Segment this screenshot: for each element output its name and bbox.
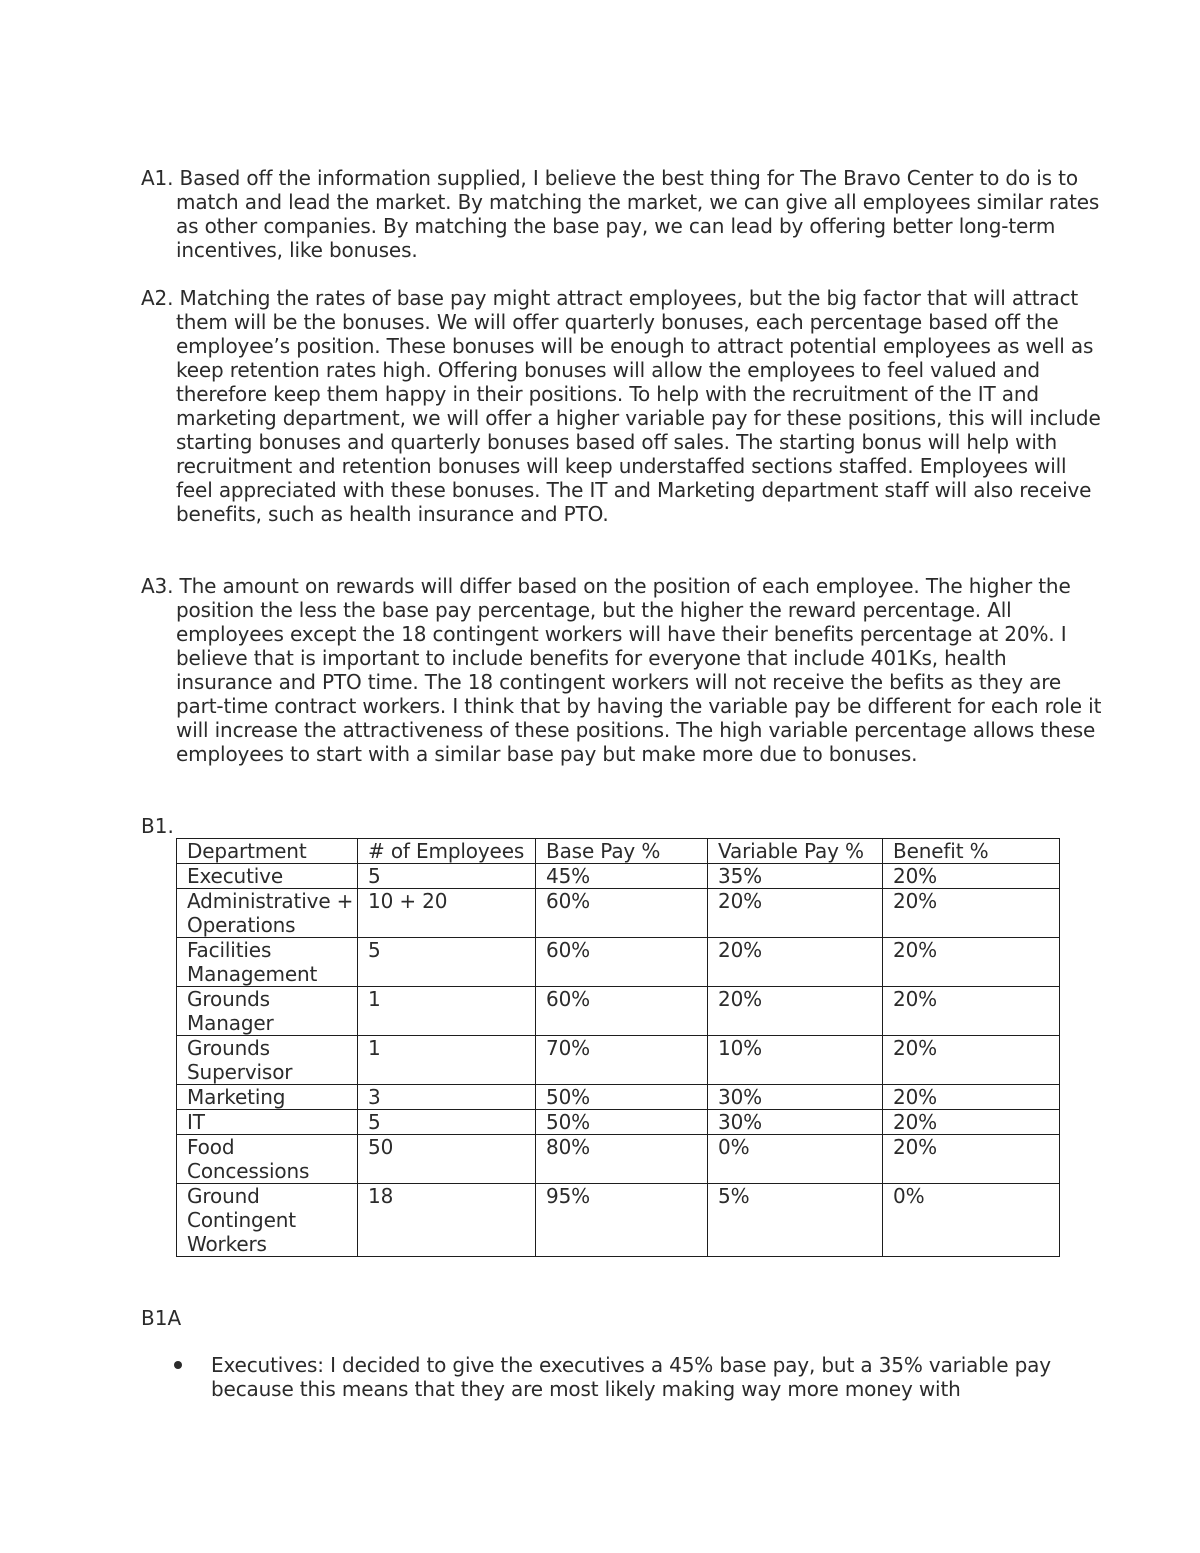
table-row [177, 864, 1060, 889]
pay-structure-table [176, 838, 1060, 1257]
cell-benefit: 20% [883, 1036, 1060, 1085]
cell-employee-count: 10 + 20 [358, 889, 536, 938]
header-employee-count: # of Employees [358, 839, 536, 864]
header-base-pay: Base Pay % [536, 839, 708, 864]
cell-variable-pay: 10% [708, 1036, 883, 1085]
cell-benefit: 20% [883, 1085, 1060, 1110]
paragraph-a3: A3. The amount on rewards will differ based on the position of each employee. The higher the position the less the base pay percentage, but the higher the reward percentage. All employees except the 18 contingent workers will have their benefits percentage at 20%. I believe that is important to include benefits for everyone that include 401Ks, health insurance and PTO time. The 18 contingent workers will not receive the befits as they are part-time contract workers. I think that by having the variable pay be different for each role it will increase the attractiveness of these positions. The high variable percentage allows these employees to start with a similar base pay but make more due to bonuses. [141, 574, 1102, 766]
cell-employee-count: 1 [358, 987, 536, 1036]
cell-employee-count: 5 [358, 1110, 536, 1135]
header-department: Department [177, 839, 358, 864]
list-item-text: Executives: I decided to give the executives a 45% base pay, but a 35% variable pay because this means that they are most likely making way more money with [211, 1353, 1051, 1401]
table-row [177, 987, 1060, 1036]
cell-base-pay: 95% [536, 1184, 708, 1257]
cell-variable-pay: 20% [708, 938, 883, 987]
table-header-row [177, 839, 1060, 864]
table-row [177, 1085, 1060, 1110]
cell-department: IT [177, 1110, 358, 1135]
cell-benefit: 20% [883, 864, 1060, 889]
cell-benefit: 20% [883, 938, 1060, 987]
cell-department: Grounds Supervisor [177, 1036, 358, 1085]
bullet-list [141, 1353, 1061, 1401]
table-row [177, 1110, 1060, 1135]
cell-base-pay: 60% [536, 938, 708, 987]
cell-variable-pay: 30% [708, 1085, 883, 1110]
cell-base-pay: 60% [536, 889, 708, 938]
cell-base-pay: 60% [536, 987, 708, 1036]
cell-base-pay: 80% [536, 1135, 708, 1184]
cell-department: Grounds Manager [177, 987, 358, 1036]
header-benefit: Benefit % [883, 839, 1060, 864]
cell-department: Marketing [177, 1085, 358, 1110]
cell-benefit: 20% [883, 987, 1060, 1036]
cell-variable-pay: 30% [708, 1110, 883, 1135]
table-row [177, 1135, 1060, 1184]
cell-employee-count: 1 [358, 1036, 536, 1085]
cell-employee-count: 5 [358, 864, 536, 889]
cell-employee-count: 5 [358, 938, 536, 987]
cell-employee-count: 18 [358, 1184, 536, 1257]
paragraph-a2: A2. Matching the rates of base pay might attract employees, but the big factor that will attract them will be the bonuses. We will offer quarterly bonuses, each percentage based off the employee’s position. These bonuses will be enough to attract potential employees as well as keep retention rates high. Offering bonuses will allow the employees to feel valued and therefore keep them happy in their positions. To help with the recruitment of the IT and marketing department, we will offer a higher variable pay for these positions, this will include starting bonuses and quarterly bonuses based off sales. The starting bonus will help with recruitment and retention bonuses will keep understaffed sections staffed. Employees will feel appreciated with these bonuses. The IT and Marketing department staff will also receive benefits, such as health insurance and PTO. [141, 286, 1101, 526]
cell-variable-pay: 20% [708, 987, 883, 1036]
cell-variable-pay: 20% [708, 889, 883, 938]
header-variable-pay: Variable Pay % [708, 839, 883, 864]
cell-employee-count: 50 [358, 1135, 536, 1184]
cell-benefit: 0% [883, 1184, 1060, 1257]
table-row [177, 1036, 1060, 1085]
section-label-b1: B1. [141, 814, 174, 838]
cell-employee-count: 3 [358, 1085, 536, 1110]
table-row [177, 938, 1060, 987]
table-row [177, 1184, 1060, 1257]
cell-base-pay: 50% [536, 1110, 708, 1135]
cell-department: Administrative + Operations [177, 889, 358, 938]
cell-benefit: 20% [883, 1110, 1060, 1135]
cell-base-pay: 50% [536, 1085, 708, 1110]
cell-base-pay: 45% [536, 864, 708, 889]
cell-variable-pay: 0% [708, 1135, 883, 1184]
cell-variable-pay: 5% [708, 1184, 883, 1257]
cell-benefit: 20% [883, 1135, 1060, 1184]
list-item [141, 1353, 1061, 1401]
cell-department: Food Concessions [177, 1135, 358, 1184]
bullet-dot-icon [174, 1361, 182, 1369]
cell-benefit: 20% [883, 889, 1060, 938]
cell-variable-pay: 35% [708, 864, 883, 889]
cell-department: Ground Contingent Workers [177, 1184, 358, 1257]
table-row [177, 889, 1060, 938]
section-label-b1a: B1A [141, 1306, 182, 1330]
cell-base-pay: 70% [536, 1036, 708, 1085]
paragraph-a1: A1. Based off the information supplied, I believe the best thing for The Bravo Center to do is to match and lead the market. By matching the market, we can give all employees similar rates as other companies. By matching the base pay, we can lead by offering better long-term incentives, like bonuses. [141, 166, 1100, 262]
cell-department: Facilities Management [177, 938, 358, 987]
cell-department: Executive [177, 864, 358, 889]
